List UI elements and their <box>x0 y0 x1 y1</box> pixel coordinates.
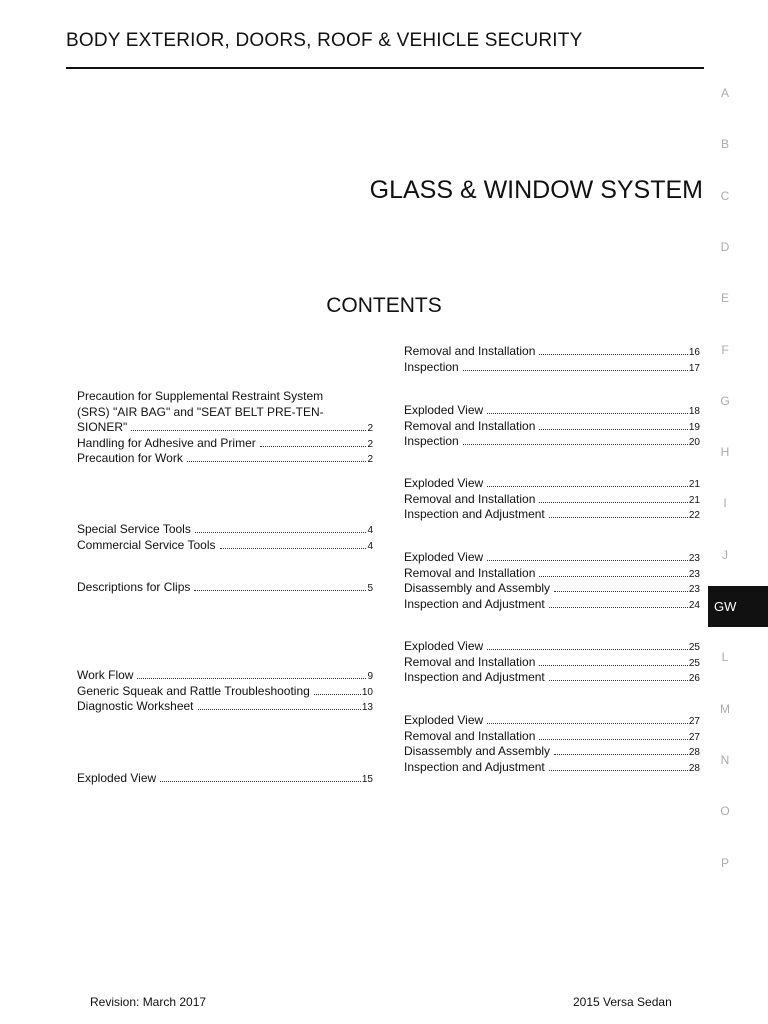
toc-entry[interactable] <box>77 668 373 684</box>
section-title: BODY EXTERIOR, DOORS, ROOF & VEHICLE SECURITY <box>66 30 583 51</box>
toc-entry[interactable] <box>404 344 700 360</box>
toc-entry[interactable] <box>404 744 700 760</box>
section-tab-letter[interactable]: O <box>720 804 730 818</box>
toc-entry-label: Inspection and Adjustment <box>404 759 545 774</box>
toc-entry[interactable] <box>77 771 373 787</box>
toc-entry-label: Exploded View <box>404 639 484 653</box>
toc-group <box>404 476 700 523</box>
toc-entry-page: 5 <box>367 583 373 594</box>
dot-leader <box>549 606 688 608</box>
dot-leader <box>487 412 688 414</box>
toc-entry-label: Removal and Installation <box>404 728 536 743</box>
toc-group <box>404 344 700 375</box>
toc-entry-page: 27 <box>688 716 700 727</box>
dot-leader <box>187 460 367 462</box>
toc-entry-page: 25 <box>688 657 700 669</box>
toc-entry-label: Diagnostic Worksheet <box>77 699 194 714</box>
contents-heading: CONTENTS <box>326 294 442 317</box>
toc-group-clips <box>77 580 373 596</box>
toc-entry-page: 2 <box>367 438 373 450</box>
toc-entry-label: Disassembly and Assembly <box>404 744 551 759</box>
toc-group-diagnosis <box>77 668 373 715</box>
dot-leader <box>554 753 688 755</box>
dot-leader <box>195 531 367 533</box>
toc-entry-label: Inspection and Adjustment <box>404 507 545 522</box>
toc-entry-page: 19 <box>688 421 700 433</box>
toc-entry-label: Work Flow <box>77 668 134 682</box>
toc-group <box>404 550 700 612</box>
toc-entry-page: 28 <box>688 747 700 759</box>
section-tab-letter[interactable]: P <box>720 856 729 870</box>
toc-entry-page: 4 <box>367 540 373 552</box>
toc-entry-label: SIONER" <box>77 420 128 435</box>
toc-entry-label: Descriptions for Clips <box>77 580 191 594</box>
toc-entry-page: 25 <box>688 642 700 653</box>
toc-entry-label: Inspection <box>404 434 459 449</box>
toc-entry-page: 21 <box>688 479 700 490</box>
toc-entry-page: 16 <box>688 347 700 358</box>
dot-leader <box>539 353 687 355</box>
toc-entry-label: Removal and Installation <box>404 654 536 669</box>
toc-entry-page: 20 <box>688 437 700 449</box>
dot-leader <box>131 429 366 431</box>
toc-entry[interactable] <box>404 670 700 686</box>
toc-entry[interactable] <box>404 476 700 492</box>
section-tab-letter[interactable]: G <box>720 394 730 408</box>
toc-entry-label: Generic Squeak and Rattle Troubleshooting <box>77 683 310 698</box>
section-tab-letter[interactable]: H <box>720 445 730 459</box>
toc-entry[interactable] <box>404 360 700 376</box>
toc-entry-page: 9 <box>367 671 373 682</box>
toc-entry[interactable] <box>404 760 700 776</box>
toc-entry-label: Exploded View <box>404 550 484 564</box>
section-tab-letter[interactable]: C <box>720 189 730 203</box>
dot-leader <box>260 445 367 447</box>
dot-leader <box>220 547 367 549</box>
dot-leader <box>160 780 361 782</box>
section-tab-letter[interactable]: E <box>720 291 729 305</box>
dot-leader <box>198 708 361 710</box>
toc-entry-label: Exploded View <box>404 476 484 490</box>
dot-leader <box>539 501 687 503</box>
toc-entry[interactable] <box>404 729 700 745</box>
footer-revision: Revision: March 2017 <box>90 995 207 1009</box>
toc-entry-label: Inspection and Adjustment <box>404 596 545 611</box>
toc-entry-label: Exploded View <box>404 403 484 417</box>
toc-entry-label: Commercial Service Tools <box>77 537 216 552</box>
toc-entry-label[interactable]: (SRS) "AIR BAG" and "SEAT BELT PRE-TEN- <box>77 404 324 419</box>
toc-entry[interactable] <box>404 550 700 566</box>
toc-group <box>404 639 700 686</box>
toc-entry-label: Precaution for Work <box>77 451 183 466</box>
dot-leader <box>549 679 688 681</box>
toc-group-precautions <box>77 389 373 467</box>
toc-entry[interactable] <box>404 713 700 729</box>
toc-entry-page: 27 <box>688 731 700 743</box>
toc-entry[interactable] <box>404 434 700 450</box>
toc-entry[interactable] <box>77 436 373 452</box>
toc-entry-page: 23 <box>688 584 700 596</box>
toc-entry[interactable] <box>77 580 373 596</box>
toc-entry-label: Disassembly and Assembly <box>404 581 551 596</box>
footer-model: 2015 Versa Sedan <box>573 995 672 1009</box>
toc-entry-page: 13 <box>361 702 373 714</box>
toc-entry-page: 2 <box>367 423 373 435</box>
toc-entry[interactable] <box>404 581 700 597</box>
toc-entry-label[interactable]: Precaution for Supplemental Restraint System <box>77 389 324 403</box>
toc-entry-label: Removal and Installation <box>404 491 536 506</box>
dot-leader <box>137 677 366 679</box>
toc-entry[interactable] <box>77 684 373 700</box>
dot-leader <box>539 664 687 666</box>
toc-entry[interactable] <box>77 522 373 538</box>
toc-entry-page: 18 <box>688 406 700 417</box>
toc-entry-label: Exploded View <box>77 771 157 785</box>
section-tab-letter[interactable]: D <box>720 240 730 254</box>
dot-leader <box>487 485 688 487</box>
toc-entry-page: 2 <box>367 454 373 466</box>
toc-entry[interactable] <box>404 655 700 671</box>
toc-entry-label: Inspection <box>404 359 459 374</box>
dot-leader <box>549 516 688 518</box>
toc-entry-label: Exploded View <box>404 713 484 727</box>
toc-entry-page: 17 <box>688 362 700 374</box>
toc-entry[interactable] <box>77 538 373 554</box>
dot-leader <box>487 559 688 561</box>
toc-entry[interactable] <box>77 451 373 467</box>
toc-entry-page: 28 <box>688 762 700 774</box>
dot-leader <box>539 738 687 740</box>
toc-entry[interactable] <box>404 403 700 419</box>
toc-entry-label: Removal and Installation <box>404 418 536 433</box>
toc-group-exploded <box>77 771 373 787</box>
toc-entry-page: 23 <box>688 553 700 564</box>
toc-entry[interactable] <box>404 419 700 435</box>
toc-group <box>404 713 700 775</box>
toc-entry[interactable] <box>404 597 700 613</box>
toc-entry-label: Removal and Installation <box>404 344 536 358</box>
toc-entry-label: Special Service Tools <box>77 522 191 536</box>
section-tab-letter[interactable]: L <box>721 650 729 664</box>
toc-entry-label: Inspection and Adjustment <box>404 670 545 685</box>
dot-leader <box>539 428 687 430</box>
section-tab-letter[interactable]: F <box>721 343 729 357</box>
toc-entry-page: 22 <box>688 510 700 522</box>
section-tab-active[interactable]: GW <box>708 586 768 627</box>
section-tab-letter[interactable]: N <box>720 753 730 767</box>
dot-leader <box>549 769 688 771</box>
toc-entry-label: Removal and Installation <box>404 565 536 580</box>
toc-entry-page: 26 <box>688 673 700 685</box>
toc-entry[interactable] <box>404 492 700 508</box>
toc-group-tools <box>77 522 373 553</box>
section-index-tabs <box>704 0 746 1024</box>
section-tab-letter[interactable]: M <box>720 702 730 716</box>
toc-entry[interactable] <box>404 507 700 523</box>
section-tab-letter[interactable]: A <box>720 86 729 100</box>
dot-leader <box>539 575 687 577</box>
dot-leader <box>487 648 688 650</box>
dot-leader <box>463 369 688 371</box>
dot-leader <box>487 722 688 724</box>
toc-entry-page: 10 <box>361 686 373 698</box>
dot-leader <box>554 590 688 592</box>
toc-entry-page: 21 <box>688 494 700 506</box>
toc-group <box>404 403 700 450</box>
section-tab-letter[interactable]: I <box>723 496 727 510</box>
section-tab-letter[interactable]: J <box>722 548 728 562</box>
toc-entry[interactable] <box>77 420 373 436</box>
toc-entry[interactable] <box>404 639 700 655</box>
toc-entry[interactable] <box>404 566 700 582</box>
dot-leader <box>314 693 361 695</box>
toc-entry-page: 4 <box>367 525 373 536</box>
dot-leader <box>194 589 366 591</box>
dot-leader <box>463 443 688 445</box>
section-tab-letter[interactable]: B <box>720 137 729 151</box>
toc-entry[interactable] <box>77 699 373 715</box>
toc-entry-label: Handling for Adhesive and Primer <box>77 435 256 450</box>
toc-entry-page: 15 <box>361 774 373 785</box>
toc-entry-page: 24 <box>688 599 700 611</box>
document-title: GLASS & WINDOW SYSTEM <box>369 176 703 204</box>
toc-entry-page: 23 <box>688 568 700 580</box>
header-rule <box>66 67 704 69</box>
